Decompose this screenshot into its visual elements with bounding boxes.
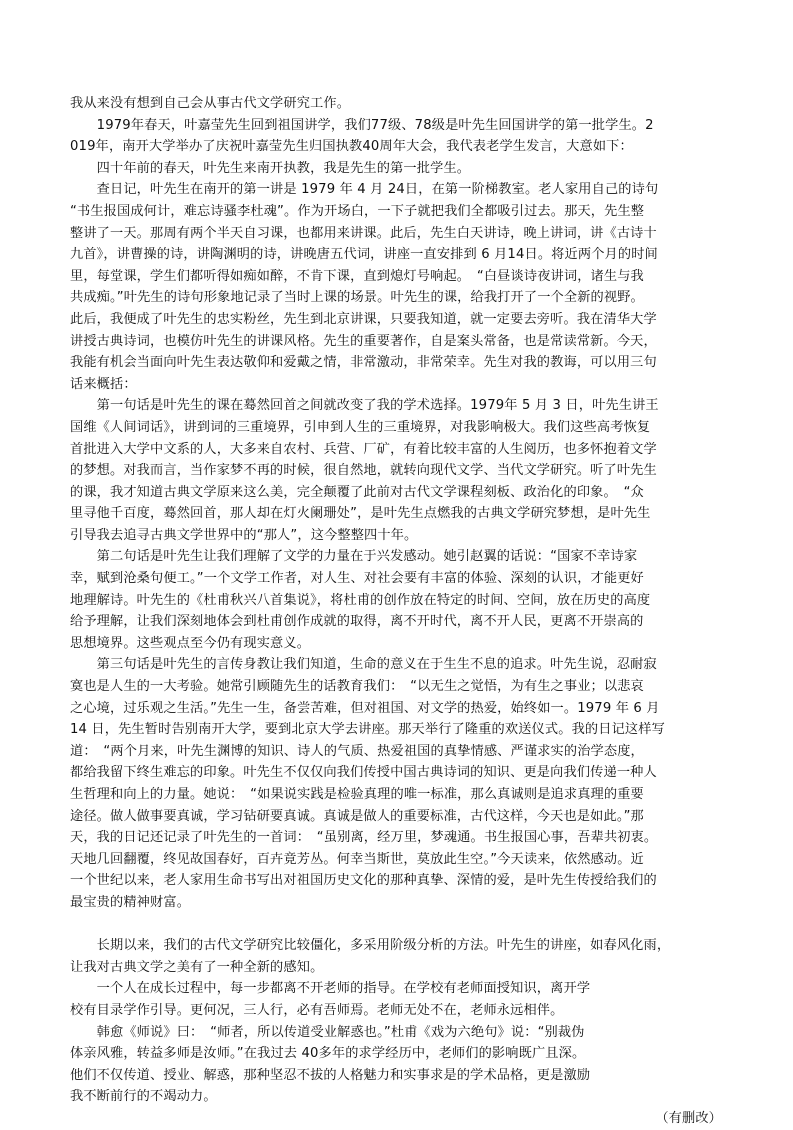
text-line: 幸，赋到沧桑句便工。”一个文学工作者，对人生、对社会要有丰富的体验、深刻的认识，才能更好: [70, 571, 644, 587]
text-line: 一个世纪以来，老人家用生命书写出对祖国历史文化的那种真挚、深情的爱，是叶先生传授给我们的: [70, 873, 657, 889]
text-line: 讲授古典诗词，也模仿叶先生的讲课风格。先生的重要著作，自是案头常备，也是常读常新。今天，: [70, 333, 657, 349]
text-line: 四十年前的春天，叶先生来南开执教，我是先生的第一批学生。: [70, 160, 471, 176]
text-line: 的课，我才知道古典文学原来这么美，完全颠覆了此前对古代文学课程刻板、政治化的印象。 “众: [70, 484, 644, 500]
text-line: 第三句话是叶先生的言传身教让我们知道，生命的意义在于生生不息的追求。叶先生说，忍耐寂: [70, 657, 657, 673]
text-line: 019年，南开大学举办了庆祝叶嘉莹先生归国执教40周年大会，我代表老学生发言，大意如下：: [70, 139, 633, 155]
text-line: 校有目录学作引导。更何况，三人行，必有吾师焉。老师无处不在，老师永远相伴。: [70, 1002, 564, 1018]
source-note: （有删改）: [655, 1110, 722, 1126]
text-line: 道： “两个月来，叶先生渊博的知识、诗人的气质、热爱祖国的真挚情感、严谨求实的治学态度，: [70, 743, 644, 759]
text-line: 整讲了一天。那周有两个半天自习课，也都用来讲课。此后，先生白天讲诗，晚上讲词，讲《古诗十: [70, 225, 657, 241]
text-line: 都给我留下终生难忘的印象。叶先生不仅仅向我们传授中国古典诗词的知识、更是向我们传递一种人: [70, 765, 657, 781]
text-line: 九首》，讲曹操的诗，讲陶渊明的诗，讲晚唐五代词，讲座一直安排到 6 月14日。将近两个月的时间: [70, 247, 658, 263]
text-line: 天，我的日记还记录了叶先生的一首词： “虽别离，经万里，梦魂通。书生报国心事，吾辈共初衷。: [70, 830, 658, 846]
text-line: 途径。做人做事要真诚，学习钻研要真诚。真诚是做人的重要标准，古代这样，今天也是如此。”那: [70, 808, 644, 824]
text-line: 话来概括：: [70, 376, 137, 392]
article-body: [70, 93, 736, 1130]
text-line: 的梦想。对我而言，当作家梦不再的时候，很自然地，就转向现代文学、当代文学研究。听了叶先生: [70, 463, 657, 479]
text-line: 寞也是人生的一大考验。她常引顾随先生的话教育我们： “以无生之觉悟，为有生之事业；以悲哀: [70, 679, 644, 695]
text-line: 一个人在成长过程中，每一步都离不开老师的指导。在学校有老师面授知识，离开学: [70, 981, 591, 997]
text-line: 生哲理和向上的力量。她说： “如果说实践是检验真理的唯一标准，那么真诚则是追求真理的重要: [70, 787, 644, 802]
text-line: 给予理解，让我们深刻地体会到杜甫创作成就的取得，离不开时代，离不开人民，更离不开崇高的: [70, 614, 644, 630]
text-line: 我从来没有想到自己会从事古代文学研究工作。: [70, 96, 351, 111]
text-line: 此后，我便成了叶先生的忠实粉丝，先生到北京讲课，只要我知道，就一定要去旁听。我在清华大学: [70, 311, 657, 327]
text-line: 我能有机会当面向叶先生表达敬仰和爱戴之情，非常激动，非常荣幸。先生对我的教诲，可以用三句: [70, 355, 657, 371]
text-line: 1979年春天，叶嘉莹先生回到祖国讲学，我们77级、78级是叶先生回国讲学的第一批学生。2: [70, 117, 654, 133]
text-line: 韩愈《师说》曰： “师者，所以传道受业解惑也。”杜甫《戏为六绝句》说：“别裁伪: [70, 1024, 585, 1040]
text-line: 我不断前行的不竭动力。: [70, 1089, 217, 1105]
text-line: 查日记，叶先生在南开的第一讲是 1979 年 4 月 24日，在第一阶梯教室。老人家用自己的诗句: [70, 182, 659, 198]
text-line: 之心境，过乐观之生活。”先生一生，备尝苦难，但对祖国、对文学的热爱，始终如一。1979 年 6 月: [70, 700, 660, 716]
text-line: 天地几回翻覆，终见故国春好，百卉竟芳丛。何幸当斯世，莫放此生空。”今天读来，依然感动。近: [70, 851, 644, 867]
text-line: 引导我去追寻古典文学世界中的“那人”，这今整整四十年。: [70, 527, 418, 543]
text-line: 第一句话是叶先生的课在蓦然回首之间就改变了我的学术选择。1979年 5 月 3 日，叶先生讲王: [70, 398, 659, 414]
text-line: 里，每堂课，学生们都听得如痴如醉，不肯下课，直到熄灯号响起。 “白昼谈诗夜讲词，诸生与我: [70, 268, 644, 284]
text-line: 长期以来，我们的古代文学研究比较僵化，多采用阶级分析的方法。叶先生的讲座，如春风化雨，: [70, 938, 671, 954]
text-line: 首批进入大学中文系的人，大多来自农村、兵营、厂矿，有着比较丰富的人生阅历，也多怀抱着文学: [70, 441, 657, 457]
text-line: 体亲风雅，转益多师是汝师。”在我过去 40多年的求学经历中，老师们的影响既广且深。: [70, 1046, 586, 1062]
text-line: 地理解诗。叶先生的《杜甫秋兴八首集说》，将杜甫的创作放在特定的时间、空间，放在历史的高度: [70, 592, 651, 608]
text-line: 他们不仅传道、授业、解惑，那种坚忍不拔的人格魅力和实事求是的学术品格，更是激励: [70, 1067, 591, 1083]
blank-line: [70, 914, 736, 936]
text-line: 里寻他千百度，蓦然回首，那人却在灯火阑珊处”，是叶先生点燃我的古典文学研究梦想，是叶先生: [70, 506, 651, 522]
text-line: 最宝贵的精神财富。: [70, 894, 191, 910]
text-line: 让我对古典文学之美有了一种全新的感知。: [70, 959, 324, 975]
text-line: 思想境界。这些观点至今仍有现实意义。: [70, 635, 311, 651]
text-line: 共成痴。”叶先生的诗句形象地记录了当时上课的场景。叶先生的课，给我打开了一个全新的视野。: [70, 290, 644, 306]
text-line: 第二句话是叶先生让我们理解了文学的力量在于兴发感动。她引赵翼的话说：“国家不幸诗家: [70, 549, 638, 565]
text-line: 国维《人间词话》，讲到词的三重境界，引申到人生的三重境界，对我影响极大。我们这些高考恢复: [70, 419, 651, 435]
text-line: 14 日，先生暂时告别南开大学，要到北京大学去讲座。那天举行了隆重的欢送仪式。我的日记这样写: [70, 722, 665, 738]
text-line: “书生报国成何计，难忘诗骚李杜魂”。作为开场白，一下子就把我们全都吸引过去。那天，先生整: [70, 203, 645, 219]
